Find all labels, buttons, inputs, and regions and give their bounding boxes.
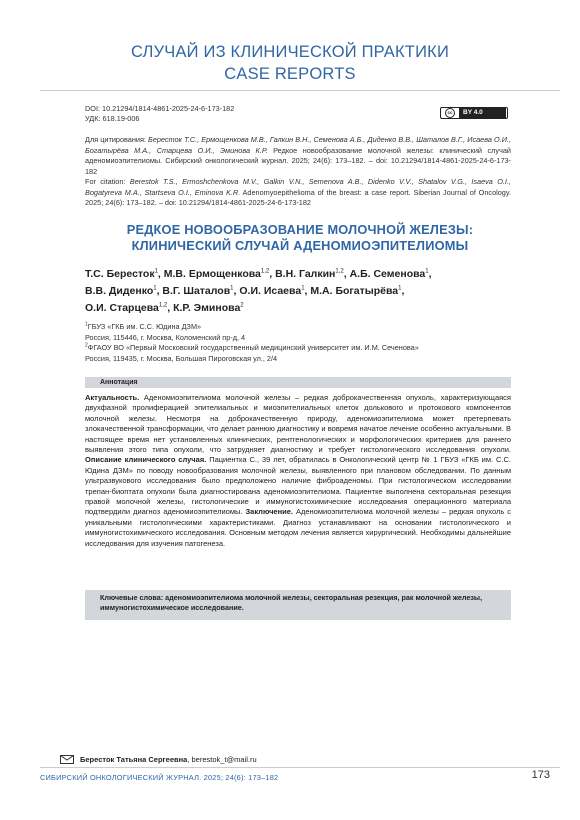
- author: В.Г. Шаталов$^1$,: [162, 285, 240, 297]
- author: М.А. Богатырёва$^1$,: [310, 285, 405, 297]
- contact-email[interactable]: , berestok_t@mail.ru: [187, 755, 257, 764]
- affiliation-1-name: $^1$ГБУЗ «ГКБ им. С.С. Юдина ДЗМ»: [85, 321, 202, 331]
- journal-reference: СИБИРСКИЙ ОНКОЛОГИЧЕСКИЙ ЖУРНАЛ. 2025; 24(6): 173–182: [40, 773, 279, 782]
- author: Т.С. Бересток$^1$,: [85, 268, 164, 280]
- citation-en-rest: Adenomyoepithelioma of the breast: a case report. Siberian Journal of Oncology. 2025; 24(6): 173–182. – doi: 10.21294/1814-4861-2025-24-6-173-182: [85, 187, 511, 207]
- cc-icon: cc: [441, 108, 459, 118]
- section-title-ru: СЛУЧАЙ ИЗ КЛИНИЧЕСКОЙ ПРАКТИКИ: [130, 43, 450, 61]
- doi: DOI: 10.21294/1814-4861-2025-24-6-173-182: [85, 104, 235, 113]
- citation-en: [85, 177, 511, 209]
- affiliation-2-name: $^2$ФГАОУ ВО «Первый Московский государственный медицинский университет им. И.М. Сеченова»: [85, 342, 419, 352]
- contact-name: Бересток Татьяна Сергеевна: [80, 755, 188, 764]
- citation-en-authors: Berestok T.S., Ermoshchenkova M.V., Galkin V.N., Semenova A.B., Didenko V.V., Shatalov V.G., Isaeva O.I., Bogatyreva M.A., Startseva O.I., Eminova K.R.: [85, 177, 511, 197]
- corresponding-author: [60, 755, 257, 764]
- section-title-en: CASE REPORTS: [224, 65, 356, 83]
- abstract-actuality-label: Актуальность.: [85, 393, 140, 402]
- author: В.В. Диденко$^1$,: [85, 285, 163, 297]
- footer-divider: [40, 767, 560, 768]
- citation-ru-prefix: Для цитирования:: [85, 135, 149, 144]
- author-list: [85, 266, 525, 317]
- license-label: BY 4.0: [459, 108, 506, 118]
- author: В.Н. Галкин$^{1,2}$,: [275, 268, 350, 280]
- author: О.И. Исаева$^1$,: [239, 285, 311, 297]
- abstract-conclusion-label: Заключение.: [245, 507, 293, 517]
- udk: УДК: 618.19-006: [85, 114, 140, 123]
- article-title-line2: КЛИНИЧЕСКИЙ СЛУЧАЙ АДЕНОМИОЭПИТЕЛИОМЫ: [131, 238, 469, 253]
- citation-ru-authors: Бересток Т.С., Ермощенкова М.В., Галкин В.Н., Семенова А.Б., Диденко В.В., Шаталов В.Г., Исаева О.И., Богатырёва М.А., Старцева О.И., Эминова К.Р.: [85, 135, 511, 155]
- header-divider: [40, 90, 560, 91]
- author: А.Б. Семенова$^1$,: [349, 268, 432, 280]
- affiliations: [85, 322, 525, 364]
- author: О.И. Старцева$^{1,2}$,: [85, 302, 174, 314]
- keywords-text: Ключевые слова: аденомиоэпителиома молочной железы, секторальная резекция, рак молочной железы, иммуногистохимическое исследование.: [100, 593, 483, 612]
- abstract-body: [85, 393, 511, 549]
- abstract-heading: Аннотация: [85, 377, 511, 388]
- page-number: 173: [531, 769, 550, 781]
- abstract-case-text: Пациентка С., 39 лет, обратилась в Онкологический центр № 1 ГБУЗ «ГКБ им. С.С. Юдина ДЗМ» по поводу новообразования молочной железы, выявленного при плановом обследовании. По данным ультразвукового исследования было предположено наличие фиброаденомы. При гистологическом исследовании трепан-биоптата опухоли была диагностирована аденомиоэпителиома. Пациентке выполнена секторальная резекция правой молочной железы, гистологические и иммуногистохимические исследования операционного материала подтвердили диагноз аденомиоэпителиомы.: [85, 455, 511, 517]
- abstract-conclusion-text: Аденомиоэпителиома молочной железы – редкая опухоль с уникальными гистологическими характеристиками. Диагноз устанавливают на основании гистологического и иммуногистохимического исследования. Основным методом лечения является хирургический. Необходимы дальнейшие исследования для изучения патогенеза.: [85, 507, 511, 548]
- citation-ru: [85, 135, 511, 177]
- author: К.Р. Эминова$^2$: [173, 302, 244, 314]
- affiliation-1-address: Россия, 115446, г. Москва, Коломенский пр-д, 4: [85, 332, 246, 342]
- license-badge[interactable]: [440, 107, 508, 119]
- abstract-case-label: Описание клинического случая.: [85, 455, 207, 465]
- author: М.В. Ермощенкова$^{1,2}$,: [163, 268, 276, 280]
- citation-en-prefix: For citation:: [85, 177, 130, 186]
- keywords-box: [85, 590, 511, 620]
- citation-ru-rest: Редкое новообразование молочной железы: клинический случай аденомиоэпителиомы. Сибирский онкологический журнал. 2025; 24(6): 173–182. – doi: 10.21294/1814-4861-2025-24-6-173-182: [85, 145, 511, 176]
- abstract-actuality-text: Аденомиоэпителиома молочной железы – редкая доброкачественная опухоль, характеризующаяся двухфазной пролиферацией эпителиальных и миоэпителиальных клеток долькового и протокового компонентов молочной железы. Несмотря на доброкачественную природу, аденомиоэпителиома может претерпевать злокачественной трансформации, что делает раннюю диагностику и вовремя начатое лечение особенно актуальными. В настоящее время нет установленных клинических, рентгенологических и морфологических критериев для раннего выявления этого типа опухоли, что затрудняет диагностику и требует гистологического исследования опухоли.: [85, 393, 511, 455]
- affiliation-2-address: Россия, 119435, г. Москва, Большая Пироговская ул., 2/4: [85, 353, 278, 363]
- envelope-icon: [60, 755, 74, 764]
- article-title-line1: РЕДКОЕ НОВООБРАЗОВАНИЕ МОЛОЧНОЙ ЖЕЛЕЗЫ:: [126, 222, 474, 237]
